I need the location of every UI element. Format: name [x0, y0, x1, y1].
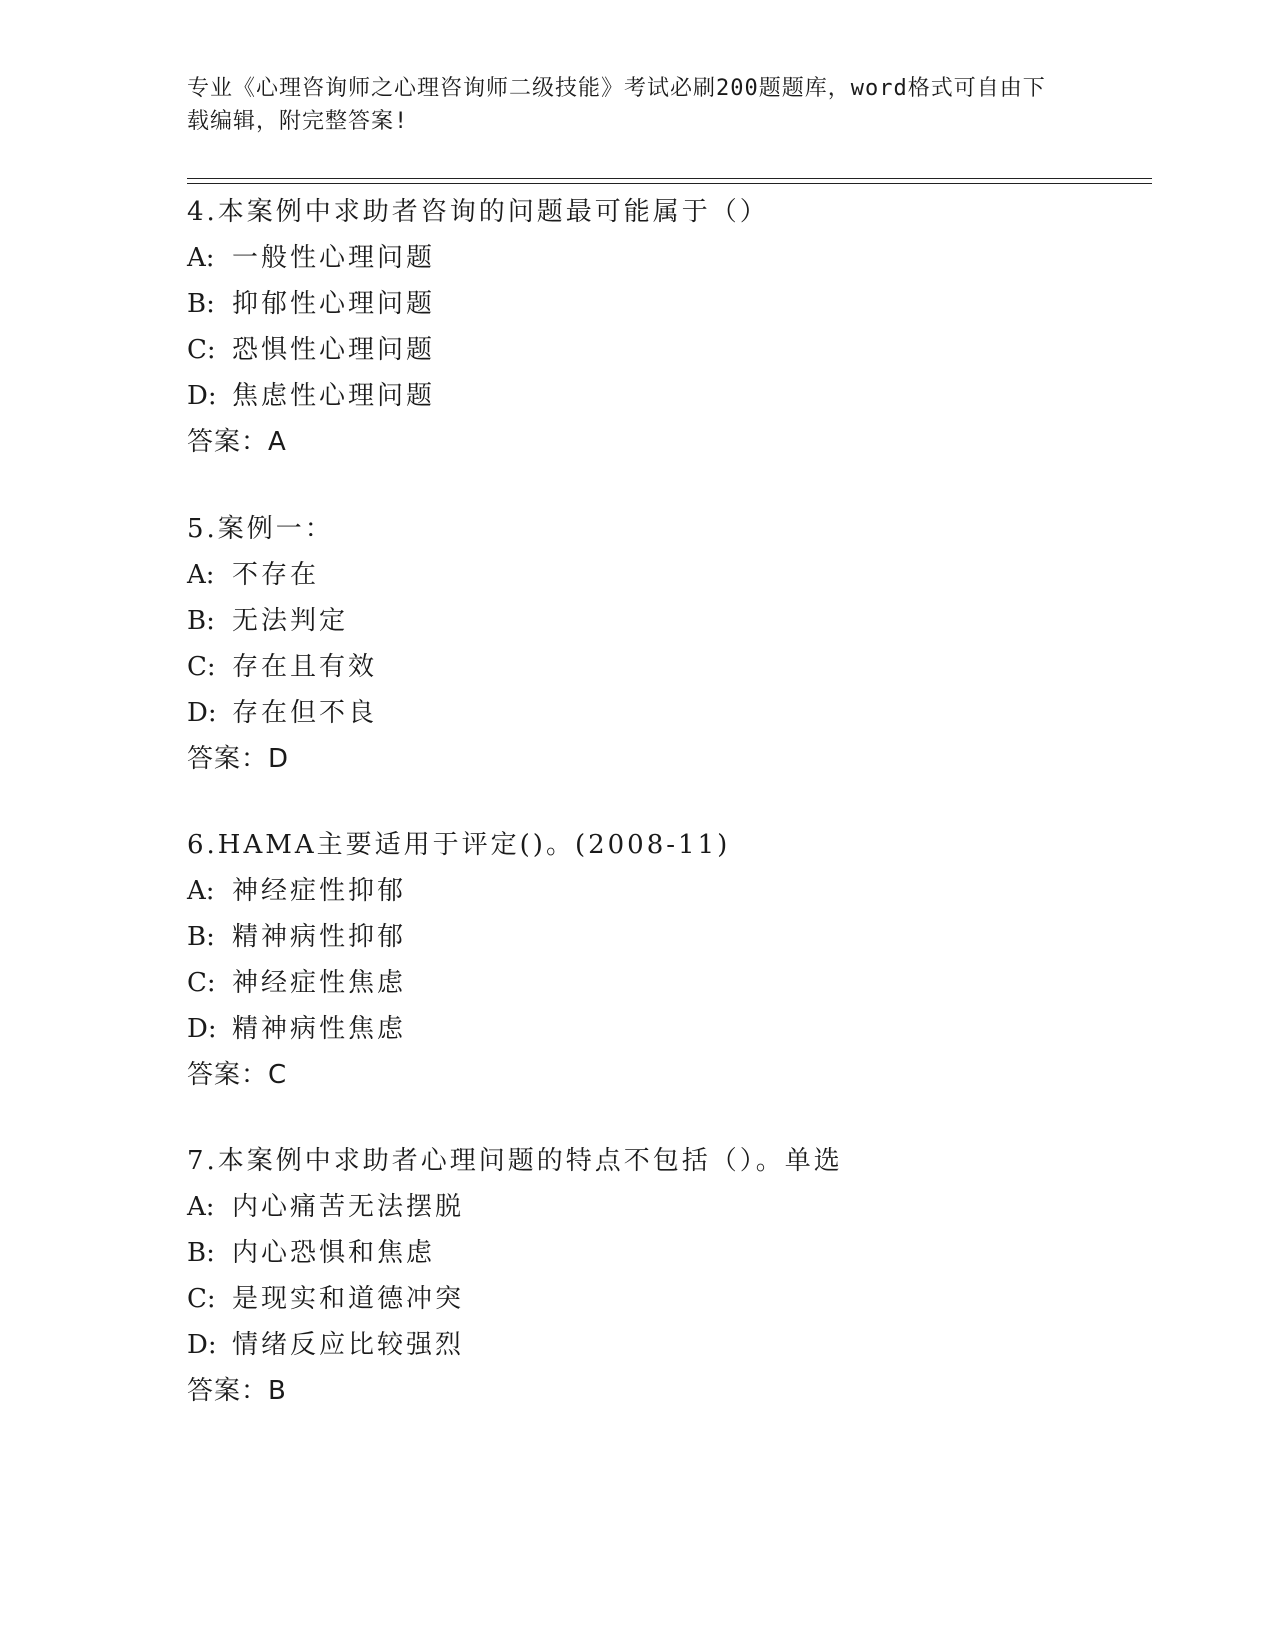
option-text: 内心恐惧和焦虑	[232, 1238, 436, 1268]
option-b	[187, 914, 1147, 960]
option-letter: B:	[187, 289, 215, 319]
option-letter: A:	[187, 560, 215, 590]
option-b	[187, 1230, 1147, 1276]
question-stem: 5.案例一：	[187, 514, 334, 544]
option-text: 无法判定	[232, 606, 349, 636]
question-block	[187, 822, 1147, 1098]
option-text: 抑郁性心理问题	[232, 289, 436, 319]
question-block	[187, 189, 1147, 465]
answer-line: 答案：B	[187, 1376, 287, 1406]
option-text: 存在但不良	[232, 698, 378, 728]
document-intro: 专业《心理咨询师之心理咨询师二级技能》考试必刷200题题库，word格式可自由下载编辑，附完整答案!	[187, 76, 1046, 134]
option-letter: D:	[187, 1014, 217, 1044]
option-text: 精神病性抑郁	[232, 922, 407, 952]
option-c	[187, 1276, 1147, 1322]
option-d	[187, 373, 1147, 419]
option-d	[187, 1006, 1147, 1052]
option-letter: D:	[187, 698, 217, 728]
option-c	[187, 327, 1147, 373]
option-letter: B:	[187, 1238, 215, 1268]
option-letter: C:	[187, 335, 216, 365]
option-a	[187, 552, 1147, 598]
option-a	[187, 868, 1147, 914]
option-letter: A:	[187, 876, 215, 906]
option-c	[187, 644, 1147, 690]
option-letter: B:	[187, 606, 215, 636]
option-b	[187, 281, 1147, 327]
option-text: 焦虑性心理问题	[232, 381, 436, 411]
option-d	[187, 1322, 1147, 1368]
option-c	[187, 960, 1147, 1006]
option-text: 内心痛苦无法摆脱	[232, 1192, 465, 1222]
option-text: 一般性心理问题	[232, 243, 436, 273]
header-divider-bottom	[187, 183, 1152, 184]
option-text: 恐惧性心理问题	[232, 335, 436, 365]
option-b	[187, 598, 1147, 644]
option-text: 神经症性抑郁	[232, 876, 407, 906]
question-stem: 4.本案例中求助者咨询的问题最可能属于（）	[187, 197, 769, 227]
answer-line: 答案：C	[187, 1060, 288, 1090]
option-letter: C:	[187, 652, 216, 682]
answer-line: 答案：D	[187, 744, 290, 774]
option-letter: D:	[187, 1330, 217, 1360]
question-stem: 6.HAMA主要适用于评定()。(2008-11)	[187, 830, 731, 860]
question-block	[187, 1138, 1147, 1414]
option-letter: A:	[187, 243, 215, 273]
answer-line: 答案：A	[187, 427, 287, 457]
option-letter: A:	[187, 1192, 215, 1222]
option-text: 神经症性焦虑	[232, 968, 407, 998]
option-letter: D:	[187, 381, 217, 411]
option-text: 是现实和道德冲突	[232, 1284, 465, 1314]
question-block	[187, 506, 1147, 782]
option-text: 精神病性焦虑	[232, 1014, 407, 1044]
option-d	[187, 690, 1147, 736]
option-text: 情绪反应比较强烈	[232, 1330, 465, 1360]
question-stem: 7.本案例中求助者心理问题的特点不包括（）。单选	[187, 1146, 843, 1176]
option-a	[187, 235, 1147, 281]
option-text: 存在且有效	[232, 652, 378, 682]
option-text: 不存在	[232, 560, 320, 590]
option-letter: B:	[187, 922, 215, 952]
option-letter: C:	[187, 1284, 216, 1314]
header-divider-top	[187, 178, 1152, 179]
option-letter: C:	[187, 968, 216, 998]
option-a	[187, 1184, 1147, 1230]
